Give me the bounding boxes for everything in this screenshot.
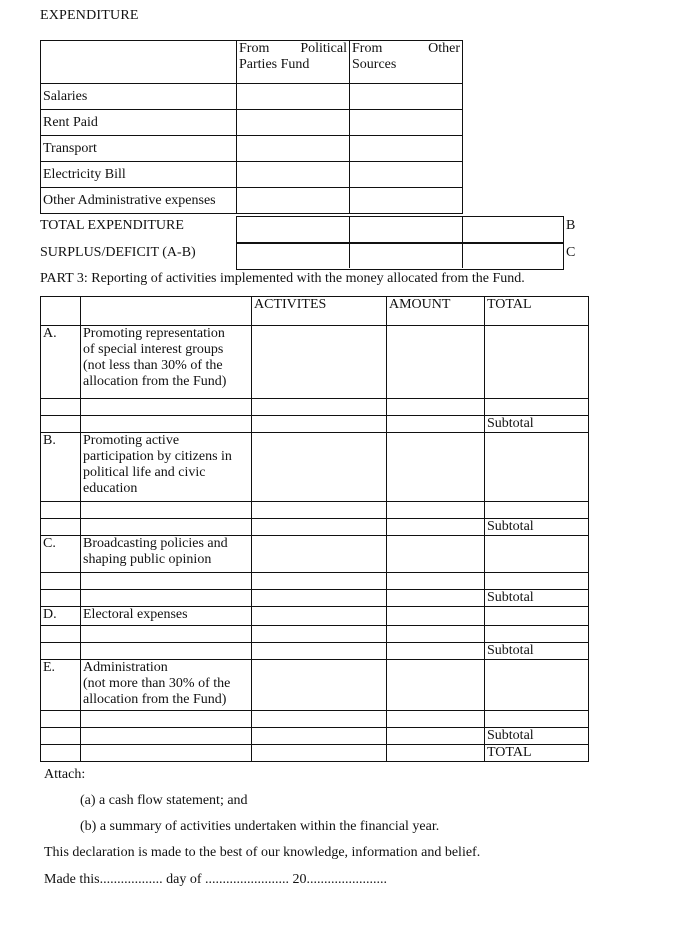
subtotal-label: Subtotal <box>485 519 589 536</box>
exp-col-b-other: Other <box>428 41 460 56</box>
activities-table <box>40 296 589 762</box>
made-this-line: Made this.................. day of ........................ 20....................... <box>44 872 387 887</box>
surplus-deficit-box <box>236 242 564 270</box>
attach-label: Attach: <box>44 767 86 782</box>
exp-cell[interactable] <box>237 188 350 214</box>
amount-cell[interactable] <box>387 433 485 502</box>
section-description: Administration (not more than 30% of the allocation from the Fund) <box>81 660 252 711</box>
total-cell[interactable] <box>485 433 589 502</box>
exp-cell[interactable] <box>350 162 463 188</box>
section-description: Electoral expenses <box>81 607 252 626</box>
exp-row-label: Rent Paid <box>41 110 237 136</box>
total-cell[interactable] <box>485 536 589 573</box>
subtotal-label: Subtotal <box>485 728 589 745</box>
section-description: Promoting active participation by citizens in political life and civic education <box>81 433 252 502</box>
exp-cell[interactable] <box>350 110 463 136</box>
exp-col-a-political: Political <box>300 41 347 56</box>
exp-row-label: Transport <box>41 136 237 162</box>
subtotal-label: Subtotal <box>485 416 589 433</box>
exp-cell[interactable] <box>237 162 350 188</box>
subtotal-label: Subtotal <box>485 643 589 660</box>
section-letter: C. <box>41 536 81 573</box>
attach-item-a: (a) a cash flow statement; and <box>80 793 248 808</box>
act-header-amount: AMOUNT <box>387 297 485 326</box>
section-description: Promoting representation of special interest groups (not less than 30% of the allocation from the Fund) <box>81 326 252 399</box>
total-letter-b: B <box>566 218 576 233</box>
act-header-blank <box>81 297 252 326</box>
amount-cell[interactable] <box>387 536 485 573</box>
exp-corner-cell <box>41 41 237 84</box>
activity-cell[interactable] <box>252 326 387 399</box>
activity-cell[interactable] <box>252 660 387 711</box>
exp-row-label: Other Administrative expenses <box>41 188 237 214</box>
exp-cell[interactable] <box>350 84 463 110</box>
activity-cell[interactable] <box>252 536 387 573</box>
act-header-blank <box>41 297 81 326</box>
exp-cell[interactable] <box>237 136 350 162</box>
surplus-letter-c: C <box>566 245 576 260</box>
total-cell[interactable] <box>485 326 589 399</box>
exp-col-a-line2: Parties Fund <box>239 57 310 72</box>
exp-cell[interactable] <box>237 84 350 110</box>
act-header-total: TOTAL <box>485 297 589 326</box>
attach-item-b: (b) a summary of activities undertaken within the financial year. <box>80 819 440 834</box>
total-expenditure-label: TOTAL EXPENDITURE <box>40 218 184 233</box>
total-cell[interactable] <box>485 607 589 626</box>
surplus-deficit-label: SURPLUS/DEFICIT (A-B) <box>40 245 196 260</box>
amount-cell[interactable] <box>387 607 485 626</box>
declaration-text: This declaration is made to the best of our knowledge, information and belief. <box>44 845 481 860</box>
activity-cell[interactable] <box>252 433 387 502</box>
section-letter: B. <box>41 433 81 502</box>
exp-col-b-from: From <box>352 41 383 56</box>
subtotal-label: Subtotal <box>485 590 589 607</box>
activity-cell[interactable] <box>252 607 387 626</box>
total-expenditure-box <box>236 216 564 244</box>
exp-cell[interactable] <box>237 110 350 136</box>
total-cell[interactable] <box>485 660 589 711</box>
exp-col-other-sources <box>350 41 463 84</box>
section-letter: D. <box>41 607 81 626</box>
expenditure-heading: EXPENDITURE <box>40 8 139 23</box>
amount-cell[interactable] <box>387 660 485 711</box>
section-letter: A. <box>41 326 81 399</box>
exp-col-b-line2: Sources <box>352 57 397 72</box>
section-letter: E. <box>41 660 81 711</box>
exp-cell[interactable] <box>350 136 463 162</box>
amount-cell[interactable] <box>387 326 485 399</box>
grand-total-label: TOTAL <box>485 745 589 762</box>
exp-row-label: Salaries <box>41 84 237 110</box>
exp-col-political-fund <box>237 41 350 84</box>
exp-cell[interactable] <box>350 188 463 214</box>
expenditure-table <box>40 40 463 214</box>
exp-row-label: Electricity Bill <box>41 162 237 188</box>
part3-title: PART 3: Reporting of activities implemented with the money allocated from the Fund. <box>40 271 525 286</box>
exp-col-a-from: From <box>239 41 270 56</box>
section-description: Broadcasting policies and shaping public opinion <box>81 536 252 573</box>
act-header-activities: ACTIVITES <box>252 297 387 326</box>
